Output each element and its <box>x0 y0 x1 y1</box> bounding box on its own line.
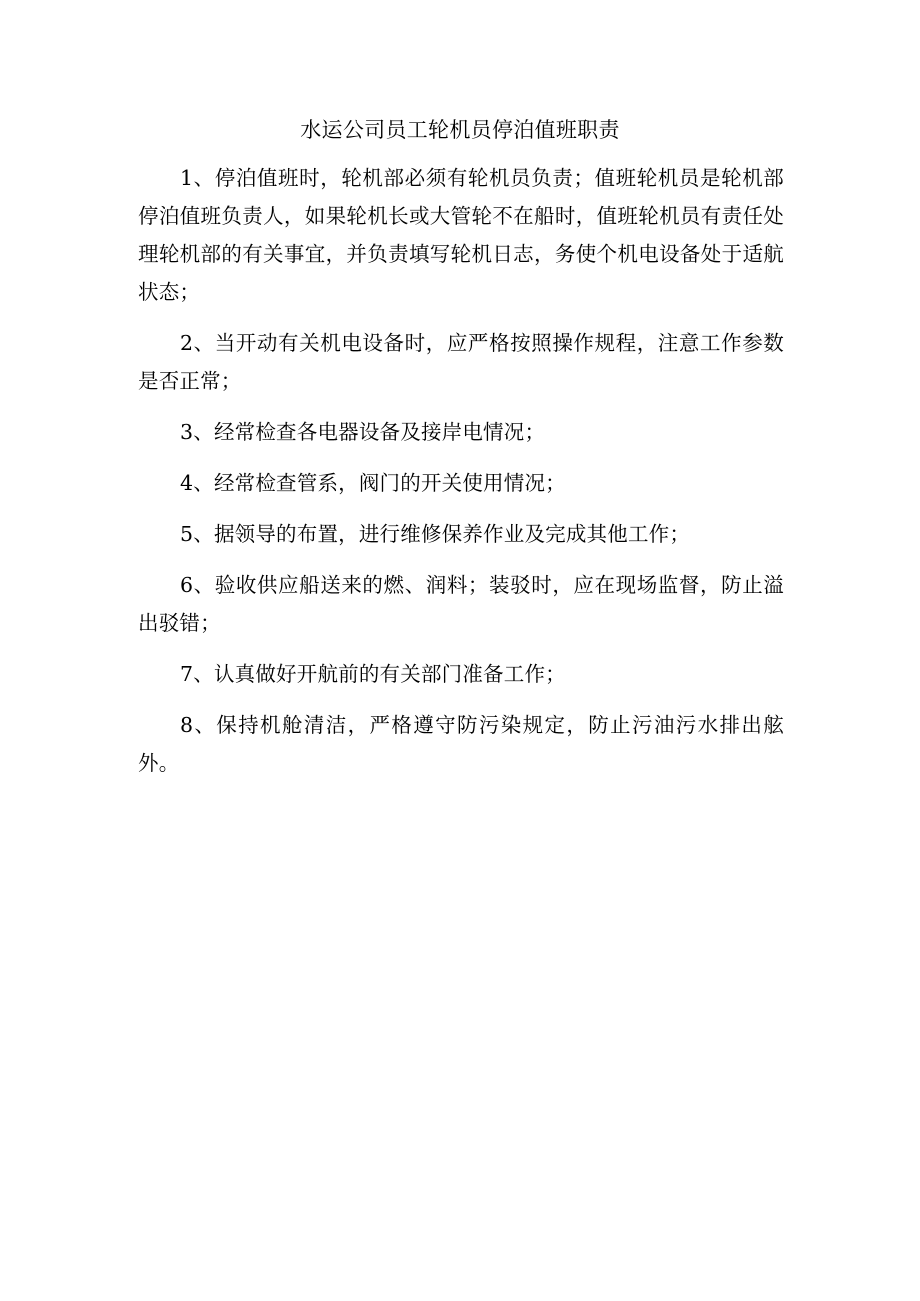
duty-item-7: 7、认真做好开航前的有关部门准备工作； <box>180 662 566 686</box>
duty-item-1: 1、停泊值班时，轮机部必须有轮机员负责；值班轮机员是轮机部停泊值班负责人，如果轮机长或大管轮不在船时，值班轮机员有责任处理轮机部的有关事宜，并负责填写轮机日志，务使个机电设备处于适航状态； <box>138 166 784 304</box>
duty-item-4: 4、经常检查管系，阀门的开关使用情况； <box>180 471 566 495</box>
duty-item-2: 2、当开动有关机电设备时，应严格按照操作规程，注意工作参数是否正常； <box>138 331 784 393</box>
duty-item-3: 3、经常检查各电器设备及接岸电情况； <box>180 420 546 444</box>
duties-list <box>138 159 784 795</box>
document-title: 水运公司员工轮机员停泊值班职责 <box>300 118 620 142</box>
duty-item-5: 5、据领导的布置，进行维修保养作业及完成其他工作； <box>180 522 691 546</box>
duty-item-6: 6、验收供应船送来的燃、润料；装驳时，应在现场监督，防止溢出驳错； <box>138 573 784 635</box>
duty-item-8: 8、保持机舱清洁，严格遵守防污染规定，防止污油污水排出舷外。 <box>138 713 784 775</box>
